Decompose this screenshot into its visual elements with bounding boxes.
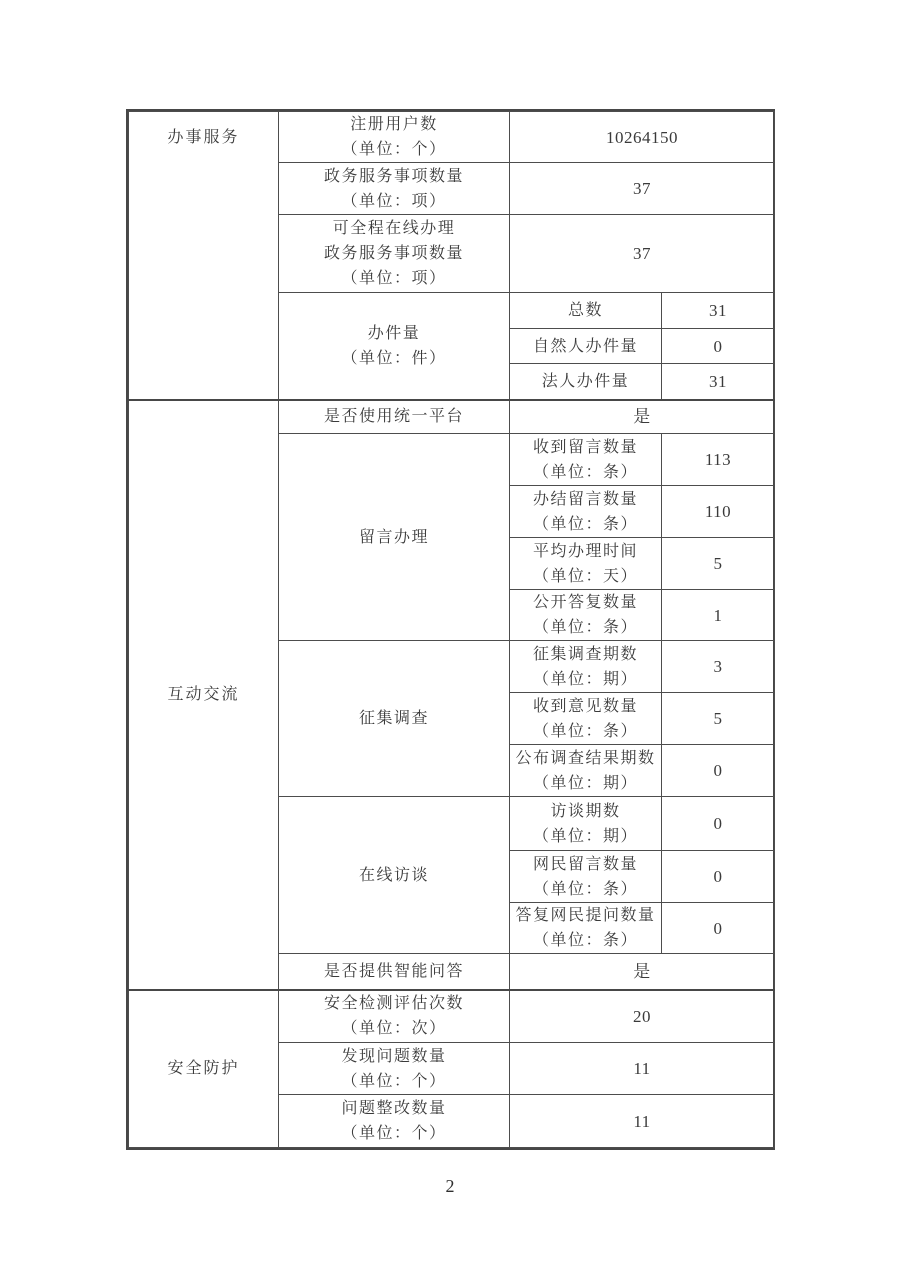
sub-label-cell [510,641,662,693]
label-line: 安全检测评估次数 [323,995,464,1013]
group-cell: 征集调查 [279,641,510,797]
value-cell: 11 [510,1043,775,1095]
label-unit-line: （单位：期） [532,827,638,845]
sub-label-cell [510,851,662,903]
label-line: 收到意见数量 [532,697,638,715]
group-unit-line: （单位：件） [341,349,447,367]
sub-value-cell: 0 [662,745,775,797]
sub-value-cell: 31 [662,293,775,329]
report-table [126,109,775,1150]
label-cell [279,1043,510,1095]
sub-label-cell: 总数 [510,293,662,329]
label-cell [279,215,510,293]
label-unit-line: （单位：期） [532,670,638,688]
label-line: 平均办理时间 [532,542,638,560]
section-cell-interaction: 互动交流 [129,400,279,990]
sub-value-cell: 31 [662,364,775,400]
group-cell: 留言办理 [279,434,510,641]
label-unit-line: （单位：个） [341,1125,447,1142]
label-line: 办结留言数量 [532,490,638,508]
label-unit-line: （单位：个） [341,141,447,158]
sub-label-cell [510,538,662,590]
value-cell: 是 [510,954,775,990]
label-line: 公布调查结果期数 [515,749,656,767]
value-cell: 是 [510,400,775,434]
sub-label-cell [510,903,662,954]
group-line: 办件量 [367,324,421,342]
sub-label-cell [510,486,662,538]
label-unit-line: （单位：期） [532,774,638,792]
label-line: 注册用户数 [350,116,438,133]
sub-value-cell: 5 [662,693,775,745]
sub-value-cell: 1 [662,590,775,641]
label-unit-line: （单位：条） [532,515,638,533]
sub-value-cell: 3 [662,641,775,693]
group-cell [279,293,510,400]
label-line: 答复网民提问数量 [515,907,656,924]
sub-label-cell [510,434,662,486]
label-cell: 是否提供智能问答 [279,954,510,990]
label-unit-line: （单位：条） [532,880,638,898]
label-unit-line: （单位：项） [341,192,447,210]
label-unit-line: （单位：条） [532,463,638,481]
label-line: 政务服务事项数量 [323,167,464,185]
sub-value-cell: 0 [662,797,775,851]
label-line: 政务服务事项数量 [323,245,464,262]
page-number: 2 [445,1176,455,1196]
sub-label-cell [510,745,662,797]
value-cell: 10264150 [510,112,775,163]
label-line: 网民留言数量 [532,855,638,873]
label-line: 访谈期数 [550,802,621,820]
label-cell: 是否使用统一平台 [279,400,510,434]
sub-value-cell: 0 [662,851,775,903]
value-cell: 11 [510,1095,775,1148]
value-cell: 20 [510,990,775,1043]
group-cell: 在线访谈 [279,797,510,954]
sub-label-cell: 法人办件量 [510,364,662,400]
label-line: 征集调查期数 [532,645,638,663]
value-cell: 37 [510,215,775,293]
sub-value-cell: 5 [662,538,775,590]
label-cell [279,112,510,163]
label-unit-line: （单位：次） [341,1020,447,1038]
label-cell [279,163,510,215]
label-unit-line: （单位：条） [532,932,638,949]
label-unit-line: （单位：天） [532,567,638,585]
section-cell-security: 安全防护 [129,990,279,1148]
label-line: 发现问题数量 [341,1047,447,1065]
label-unit-line: （单位：条） [532,619,638,636]
value-cell: 37 [510,163,775,215]
sub-label-cell [510,590,662,641]
label-unit-line: （单位：条） [532,722,638,740]
label-cell [279,990,510,1043]
label-unit-line: （单位：个） [341,1072,447,1090]
label-line: 可全程在线办理 [332,220,456,237]
sub-label-cell [510,693,662,745]
sub-value-cell: 113 [662,434,775,486]
sub-value-cell: 0 [662,329,775,364]
label-unit-line: （单位：项） [341,270,447,287]
sub-label-cell: 自然人办件量 [510,329,662,364]
label-line: 收到留言数量 [532,438,638,456]
label-line: 公开答复数量 [532,594,638,611]
sub-value-cell: 0 [662,903,775,954]
sub-value-cell: 110 [662,486,775,538]
label-line: 问题整改数量 [341,1100,447,1117]
section-cell-service: 办事服务 [129,112,279,400]
label-cell [279,1095,510,1148]
sub-label-cell [510,797,662,851]
